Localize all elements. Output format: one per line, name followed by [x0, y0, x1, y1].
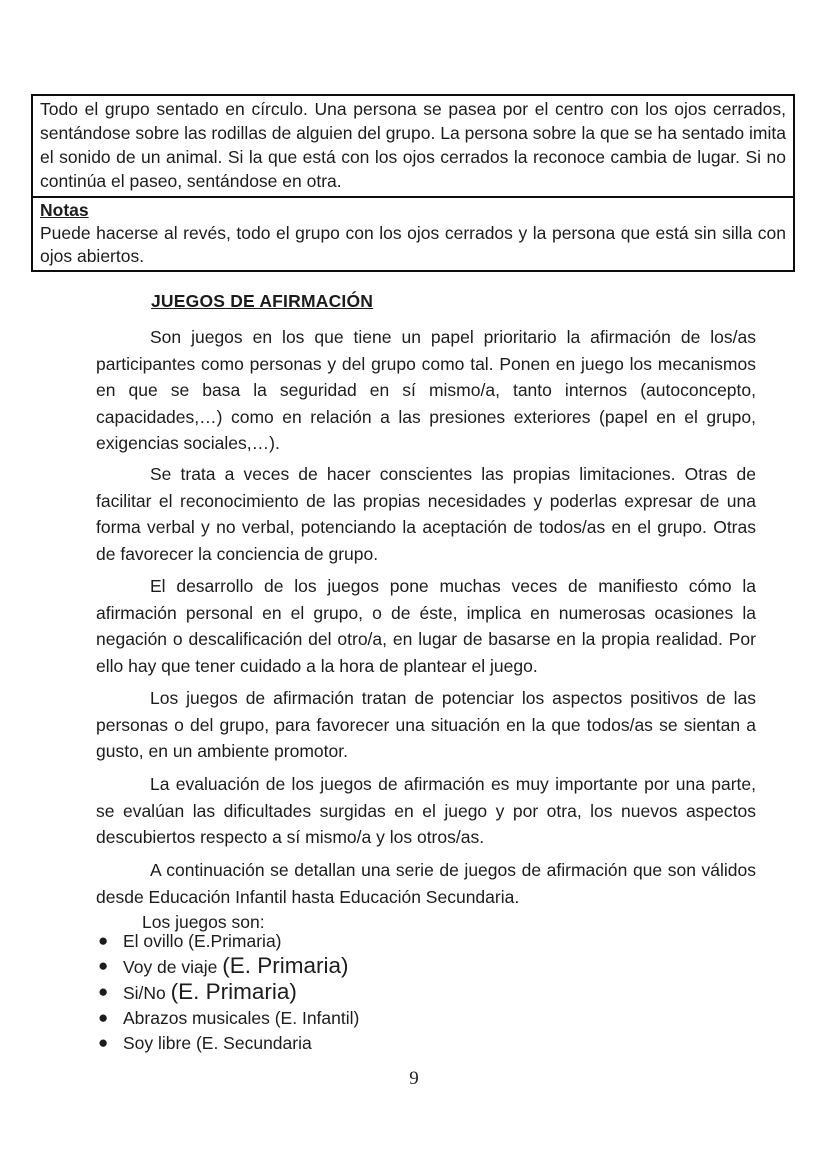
- list-item-soy-libre: [96, 1031, 756, 1055]
- exercise-table: [31, 94, 795, 272]
- bullet-icon: ●: [98, 956, 109, 975]
- list-item-voy-de-viaje: [96, 954, 756, 979]
- paragraph-6: A continuación se detallan una serie de juegos de afirmación que son válidos desde Educación Infantil hasta Educación Secundaria.: [96, 860, 756, 907]
- game-level: (E. Secundaria: [195, 1033, 312, 1053]
- bullet-icon: ●: [98, 931, 109, 950]
- bullet-icon: ●: [98, 1008, 109, 1027]
- game-name: Voy de viaje: [123, 957, 223, 977]
- paragraph-4: Los juegos de afirmación tratan de potenciar los aspectos positivos de las personas o del grupo, para favorecer una situación en la que todos/as se sientan a gusto, en un ambiente promotor.: [96, 688, 756, 761]
- game-name: Si/No: [123, 983, 171, 1003]
- paragraph-5: La evaluación de los juegos de afirmación es muy importante por una parte, se evalúan las dificultades surgidas en el juego y por otra, los nuevos aspectos descubiertos respecto a sí mismo/a y los otros/as.: [96, 774, 756, 847]
- game-level: (E. Primaria): [222, 953, 349, 978]
- list-intro: Los juegos son:: [142, 912, 265, 932]
- notes-text: Puede hacerse al revés, todo el grupo con los ojos cerrados y la persona que está sin silla con ojos abiertos.: [40, 223, 786, 266]
- paragraph-3: El desarrollo de los juegos pone muchas veces de manifiesto cómo la afirmación personal en el grupo, o de éste, implica en numerosas ocasiones la negación o descalificación del otro/a, en lugar de basarse en la propia realidad. Por ello hay que tener cuidado a la hora de plantear el juego.: [96, 576, 756, 676]
- paragraph-1: Son juegos en los que tiene un papel prioritario la afirmación de los/as participantes como personas y del grupo como tal. Ponen en juego los mecanismos en que se basa la seguridad en sí mismo/a, tanto internos (autoconcepto, capacidades,…) como en relación a las presiones exteriores (papel en el grupo, exigencias sociales,…).: [96, 327, 756, 453]
- notes-label: Notas: [40, 200, 89, 220]
- game-level: (E. Infantil): [274, 1008, 360, 1028]
- bullet-icon: ●: [98, 1033, 109, 1052]
- game-name: Soy libre: [123, 1033, 196, 1053]
- page-number: 9: [409, 1068, 419, 1089]
- exercise-notes-row: [33, 198, 793, 270]
- game-name: El ovillo: [123, 931, 189, 951]
- game-name: Abrazos musicales: [123, 1008, 275, 1028]
- game-level: (E.Primaria): [188, 931, 282, 951]
- list-item-el-ovillo: [96, 929, 756, 953]
- exercise-description: Todo el grupo sentado en círculo. Una persona se pasea por el centro con los ojos cerrados, sentándose sobre las rodillas de alguien del grupo. La persona sobre la que se ha sentado imita el sonido de un animal. Si la que está con los ojos cerrados la reconoce cambia de lugar. Si no continúa el paseo, sentándose en otra.: [33, 96, 793, 198]
- games-list: [96, 929, 756, 1056]
- game-level: (E. Primaria): [170, 979, 297, 1004]
- list-item-si-no: [96, 980, 756, 1005]
- paragraph-2: Se trata a veces de hacer conscientes las propias limitaciones. Otras de facilitar el reconocimiento de las propias necesidades y poderlas expresar de una forma verbal y no verbal, potenciando la aceptación de todos/as en el grupo. Otras de favorecer la conciencia de grupo.: [96, 464, 756, 564]
- section-heading: JUEGOS DE AFIRMACIÓN: [151, 291, 374, 311]
- bullet-icon: ●: [98, 982, 109, 1001]
- list-item-abrazos-musicales: [96, 1006, 756, 1030]
